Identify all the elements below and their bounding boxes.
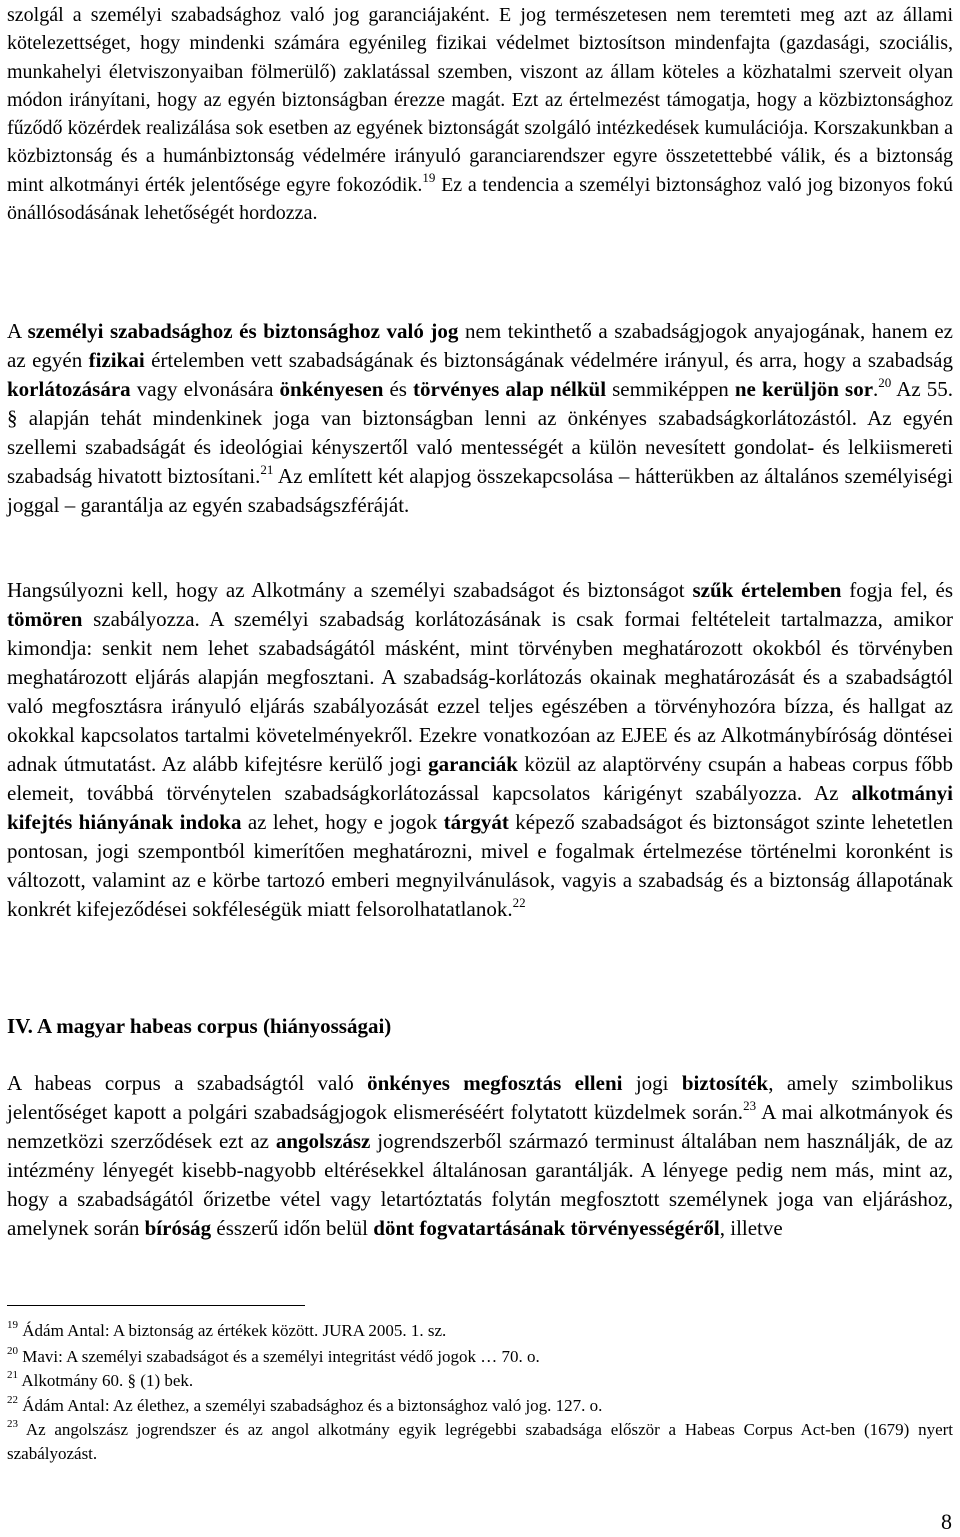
paragraph-4 — [7, 1069, 953, 1243]
body-text: ésszerű időn belül — [211, 1216, 374, 1240]
body-text: vagy elvonására — [130, 377, 280, 401]
footnote-text: Mavi: A személyi szabadságot és a személyi integritást védő jogok … 70. o. — [22, 1347, 540, 1366]
footnote-reference: 22 — [512, 895, 526, 910]
footnote-reference: 21 — [260, 462, 274, 477]
footnote-number: 22 — [7, 1394, 18, 1407]
body-text: képező szabadságot és biztonságot szinte lehetetlen pontosan, jogi szempontból kimerítően meghatározni, mivel e fogalmak értelmezése történelmi koronként is változott, valamint az e körbe tartozó emberi megnyilvánulások, vagyis a szabadság és a biztonság állapotának konkrét kifejeződései sokféleségük miatt felsorolhatatlanok. — [7, 810, 953, 921]
emphasis-text: dönt fogvatartásának törvényességéről — [373, 1216, 720, 1240]
footnote-number: 21 — [7, 1369, 18, 1382]
page-number: 8 — [941, 1509, 952, 1534]
footnote-text: Ádám Antal: Az élethez, a személyi szabadsághoz és a biztonsághoz való jog. 127. o. — [22, 1396, 603, 1415]
footnote-reference: 19 — [422, 170, 436, 186]
paragraph-3 — [7, 576, 953, 924]
emphasis-text: önkényes megfosztás elleni — [367, 1071, 623, 1095]
body-text: A habeas corpus a szabadságtól való — [7, 1071, 368, 1095]
body-text: nem tekinthető a szabadságjogok anyajogának, hanem ez az egyén — [7, 319, 953, 372]
footnote-divider — [7, 1305, 305, 1306]
paragraph-2 — [7, 317, 953, 520]
emphasis-text: tömören — [7, 607, 83, 631]
body-text: A mai alkotmányok és nemzetközi szerződések ezt az — [7, 1100, 953, 1153]
section-heading: IV. A magyar habeas corpus (hiányosságai) — [7, 1014, 392, 1038]
footnote-reference: 20 — [878, 375, 892, 390]
emphasis-text: tárgyát — [443, 810, 509, 834]
emphasis-text: bíróság — [144, 1216, 212, 1240]
footnote-23 — [7, 1418, 953, 1466]
emphasis-text: garanciák — [428, 752, 518, 776]
body-text: , amely szimbolikus jelentőséget kapott a polgári szabadságjogok elismeréséért folytatott küzdelmek során. — [7, 1071, 953, 1124]
body-text: semmiképpen — [606, 377, 735, 401]
body-text: értelemben vett szabadságának és biztonságának védelmére irányul, és arra, hogy a szabadság — [144, 348, 953, 372]
body-text: Ez a tendencia a személyi biztonsághoz való jog bizonyos fokú önállósodásának lehetőségét hordozza. — [7, 173, 954, 225]
footnote-19 — [7, 1319, 953, 1343]
footnote-number: 23 — [7, 1418, 18, 1431]
footnote-text: Az angolszász jogrendszer és az angol alkotmány egyik legrégebbi szabadsága először a Habeas Corpus Act-ben (1679) nyert szabályozást. — [7, 1420, 954, 1463]
footnote-text: Ádám Antal: A biztonság az értékek között. JURA 2005. 1. sz. — [22, 1321, 447, 1340]
footnote-number: 19 — [7, 1319, 18, 1332]
emphasis-text: fizikai — [88, 348, 145, 372]
body-text: közül az alaptörvény csupán a habeas corpus főbb elemeit, továbbá törvénytelen szabadságkorlátozással kapcsolatos kárigényt szabályozza. Az — [7, 752, 953, 805]
body-text: Az említett két alapjog összekapcsolása – hátterükben az általános személyiségi joggal – garantálja az egyén szabadságszféráját. — [7, 464, 953, 517]
footnote-reference: 23 — [743, 1098, 757, 1113]
emphasis-text: ne kerüljön sor — [734, 377, 874, 401]
body-text: A — [7, 319, 28, 343]
emphasis-text: törvényes alap nélkül — [413, 377, 607, 401]
footnote-22 — [7, 1394, 953, 1418]
body-text: jogi — [622, 1071, 682, 1095]
footnote-number: 20 — [7, 1345, 18, 1358]
body-text: , illetve — [719, 1216, 783, 1240]
footnote-text: Alkotmány 60. § (1) bek. — [21, 1371, 194, 1390]
body-text: . — [873, 377, 879, 401]
body-text: fogja fel, és — [841, 578, 954, 602]
emphasis-text: önkényesen — [279, 377, 384, 401]
emphasis-text: szűk értelemben — [692, 578, 842, 602]
emphasis-text: személyi szabadsághoz és biztonsághoz való jog — [27, 319, 459, 343]
emphasis-text: alkotmányi kifejtés hiányának indoka — [7, 781, 953, 834]
body-text: Hangsúlyozni kell, hogy az Alkotmány a személyi szabadságot és biztonságot — [7, 578, 693, 602]
body-text: az lehet, hogy e jogok — [241, 810, 444, 834]
body-text: Az 55. § alapján tehát mindenkinek joga van biztonságban lenni az önkényes szabadságkorlátozástól. Az egyén szellemi szabadságát és ideológiai kényszertől való mentességét a külön nevesített gondolat- és lelkiismereti szabadság hivatott biztosítani. — [7, 377, 954, 488]
emphasis-text: angolszász — [275, 1129, 371, 1153]
body-text: szolgál a személyi szabadsághoz való jog garanciájaként. E jog természetesen nem teremteti meg azt az állami kötelezettséget, hogy mindenki számára egyénileg fizikai védelmet biztosítson mindenfajta (gazdasági, szociális, munkahelyi életviszonyaiban fölmerülő) zaklatással szemben, viszont az állam köteles a közhatalmi szerveit olyan módon irányítani, hogy az egyén biztonságban érezze magát. Ezt az értelmezést támogatja, hogy a közbiztonsághoz fűződő közérdek realizálása sok esetben az egyének biztonságát szolgáló intézkedések kumulációja. Korszakunkban a közbiztonság és a humánbiztonság védelmére irányuló garanciarendszer egyre összetettebbé válik, és a biztonság mint alkotmányi érték jelentősége egyre fokozódik. — [7, 4, 953, 196]
paragraph-1 — [7, 1, 953, 227]
body-text: jogrendszerből származó terminust általában nem használják, de az intézmény lényegét kisebb-nagyobb eltérésekkel általánosan garantálják. A lényege pedig nem más, mint az, hogy a szabadságától őrizetbe vétel vagy letartóztatás folytán megfosztott személynek joga van eljáráshoz, amelynek során — [7, 1129, 953, 1240]
body-text: szabályozza. A személyi szabadság korlátozásának is csak formai feltételeit tartalmazza, amikor kimondja: senkit nem lehet szabadságától másként, mint törvényben meghatározott okokból és törvényben meghatározott eljárás alapján megfosztani. A szabadság-korlátozás okainak meghatározását és a szabadságtól való megfosztásra irányuló eljárás szabályozását ezzel teljes egészében a törvényhozóra bízza, és hallgat az okokkal kapcsolatos tartalmi követelményekről. Ezekre vonatkozóan az EJEE és az Alkotmánybíróság döntései adnak útmutatást. Az alább kifejtésre kerülő jogi — [7, 607, 953, 776]
body-text: és — [383, 377, 414, 401]
emphasis-text: korlátozására — [7, 377, 131, 401]
footnote-20 — [7, 1345, 953, 1369]
footnote-21 — [7, 1369, 953, 1393]
emphasis-text: biztosíték — [681, 1071, 769, 1095]
